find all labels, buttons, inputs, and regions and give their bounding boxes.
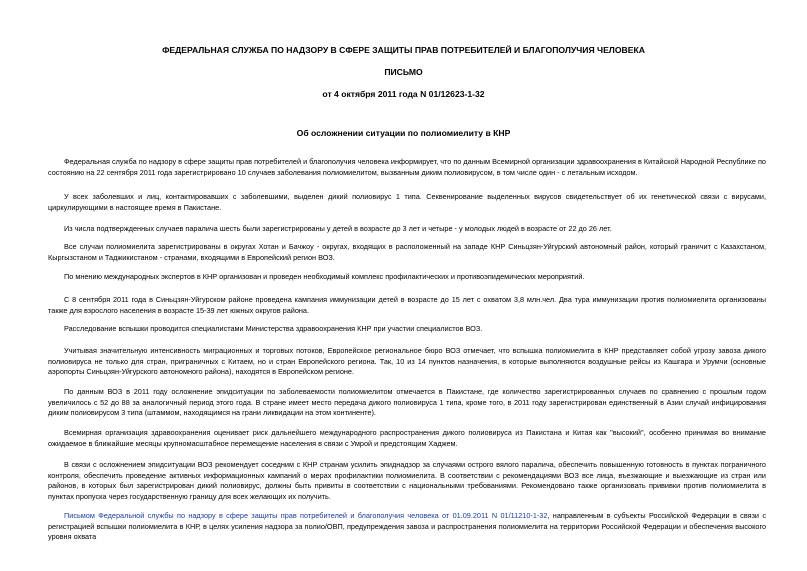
agency-name: ФЕДЕРАЛЬНАЯ СЛУЖБА ПО НАДЗОРУ В СФЕРЕ ЗАЩИТЫ ПРАВ ПОТРЕБИТЕЛЕЙ И БЛАГОПОЛУЧИЯ ЧЕЛОВЕКА xyxy=(162,45,645,55)
paragraph: Из числа подтвержденных случаев паралича шесть были зарегистрированы у детей в возрасте до 3 лет и четыре - у молодых людей в возрасте от 22 до 26 лет. xyxy=(64,224,612,233)
paragraph-last xyxy=(48,511,766,543)
referenced-letter-link[interactable]: Письмом Федеральной службы по надзору в сфере защиты прав потребителей и благополучия человека от 01.09.2011 N 01/11210-1-32 xyxy=(64,511,548,520)
paragraph: Федеральная служба по надзору в сфере защиты прав потребителей и благополучия человека информирует, что по данным Всемирной организации здравоохранения в Китайской Народной Республике по состоянию на 22 сентября 2011 года зарегистрировано 10 случаев заболевания полиомиелитом, вызванным диким полиовирусом, в том числе один - с летальным исходом. xyxy=(48,157,766,177)
document-title: Об осложнении ситуации по полиомиелиту в КНР xyxy=(296,128,511,138)
paragraph: В связи с осложнением эпидситуации ВОЗ рекомендует соседним с КНР странам усилить эпиднадзор за случаями острого вялого паралича, обеспечить повышенную готовность в пунктах пограничного контроля, обеспечить проведение активных информационных кампаний о мерах профилактики полиомиелита. В соответствии с рекомендациями ВОЗ все лица, въезжающие и выезжающие из стран или районов, в которых был зарегистрирован дикий полиовирус, должны быть привиты в соответствии с национальными требованиями. Рекомендовано также организовать прививки против полиомиелита в пунктах пропуска через государственную границу для всех желающих их получить. xyxy=(48,460,766,502)
paragraph: С 8 сентября 2011 года в Синьцзян-Уйгурском районе проведена кампания иммунизации детей в возрасте до 15 лет с охватом 3,8 млн.чел. Два тура иммунизации против полиомиелита организованы также для взрослого населения в возрасте 15-39 лет южных округов района. xyxy=(48,295,766,315)
paragraph: По мнению международных экспертов в КНР организован и проведен необходимый комплекс профилактических и противоэпидемических мероприятий. xyxy=(64,272,585,281)
paragraph: По данным ВОЗ в 2011 году осложнение эпидситуации по заболеваемости полиомиелитом отмечается в Пакистане, где количество зарегистрированных случаев по сравнению с прошлым годом увеличилось с 52 до 88 за аналогичный период этого года. В стране имеет место передача дикого полиовируса 1 типа, кроме того, в 2011 году зарегистрирован единственный в Азии случай инфицирования диким полиовирусом 3 типа (штаммом, находящимся на грани ликвидации на этом континенте). xyxy=(48,387,766,418)
paragraph-last-text: , направленным в субъекты Российской Федерации в связи с регистрацией вспышки полиомиелита в КНР, в целях усиления надзора за полио/ОВП, предупреждения завоза и распространения полиомиелита на территории Российской Федерации и обеспечения высокого уровня охвата xyxy=(48,511,766,542)
document-type: ПИСЬМО xyxy=(384,67,423,77)
document-date-number: от 4 октября 2011 года N 01/12623-1-32 xyxy=(322,89,485,99)
paragraph: Всемирная организация здравоохранения оценивает риск дальнейшего международного распространения дикого полиовируса из Пакистана и Китая как "высокий", особенно принимая во внимание ожидаемое в ближайшие месяцы крупномасштабное перемещение населения в связи с Умрой и предстоящим Хаджем. xyxy=(48,428,766,448)
paragraph: У всех заболевших и лиц, контактировавших с заболевшими, выделен дикий полиовирус 1 типа. Секвенирование выделенных вирусов свидетельствует об их генетической связи с вирусами, циркулирующими в настоящее время в Пакистане. xyxy=(48,192,766,212)
paragraph: Учитывая значительную интенсивность миграционных и торговых потоков, Европейское региональное бюро ВОЗ отмечает, что вспышка полиомиелита в КНР представляет собой угрозу завоза дикого полиовируса не только для стран, приграничных с Китаем, но и стран Европейского региона. Так, 10 из 14 пунктов назначения, в которые выполняются воздушные рейсы из Кашгара и Урумчи (основные аэропорты Синьцзян-Уйгурского автономного района), находятся в Европейском регионе. xyxy=(48,346,766,377)
paragraph: Расследование вспышки проводится специалистами Министерства здравоохранения КНР при участии специалистов ВОЗ. xyxy=(64,324,483,333)
paragraph: Все случаи полиомиелита зарегистрированы в округах Хотан и Бачжоу - округах, входящих в расположенный на западе КНР Синьцзян-Уйгурский автономный район, который граничит с Казахстаном, Кыргызстаном и Таджикистаном - странами, входящими в Европейский регион ВОЗ. xyxy=(48,242,766,262)
